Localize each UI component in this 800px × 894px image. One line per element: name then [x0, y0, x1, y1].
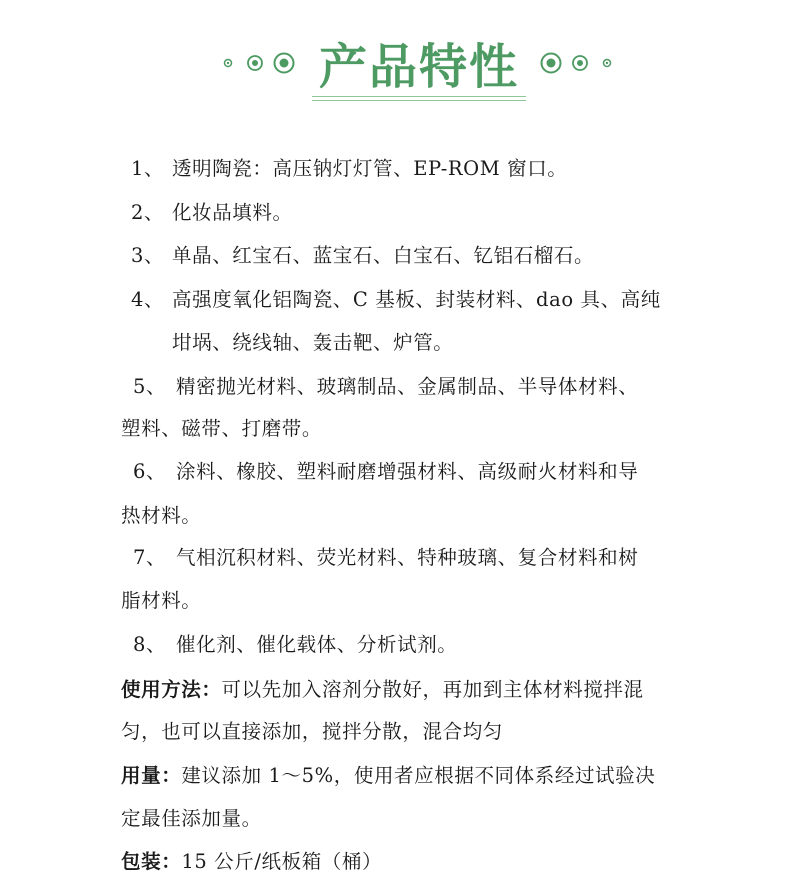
list-item-text: 单晶、红宝石、蓝宝石、白宝石、钇铝石榴石。	[172, 244, 595, 267]
list-item-number: 5、	[133, 375, 167, 398]
list-item-text: 化妆品填料。	[172, 201, 293, 224]
list-item-text-continued: 脂材料。	[121, 589, 202, 612]
page-title: 产品特性	[318, 39, 519, 95]
list-item-text: 透明陶瓷：高压钠灯灯管、EP-ROM 窗口。	[172, 157, 568, 180]
dosage-text-continued: 定最佳添加量。	[121, 807, 262, 830]
list-item-number: 3、	[131, 244, 165, 267]
list-item-text: 高强度氧化铝陶瓷、C 基板、封装材料、dao 具、高纯	[172, 288, 661, 311]
list-item-number: 2、	[131, 201, 165, 224]
list-item-text: 催化剂、催化载体、分析试剂。	[176, 633, 458, 656]
list-item-text-continued: 塑料、磁带、打磨带。	[121, 417, 323, 440]
dosage-text: 建议添加 1～5%，使用者应根据不同体系经过试验决	[181, 764, 656, 787]
list-item-text: 涂料、橡胶、塑料耐磨增强材料、高级耐火材料和导	[176, 460, 639, 483]
usage-label: 使用方法：	[121, 678, 222, 701]
list-item-text: 精密抛光材料、玻璃制品、金属制品、半导体材料、	[176, 375, 639, 398]
packaging-line	[121, 849, 382, 875]
list-item-text-continued: 热材料。	[121, 504, 202, 527]
packaging-label: 包装：	[121, 850, 182, 873]
usage-text: 可以先加入溶剂分散好，再加到主体材料搅拌混	[221, 678, 644, 701]
list-item-number: 8、	[133, 633, 167, 656]
list-item-text: 气相沉积材料、荧光材料、特种玻璃、复合材料和树	[176, 546, 639, 569]
packaging-text: 15 公斤/纸板箱（桶）	[181, 850, 383, 873]
dosage-label: 用量：	[121, 764, 182, 787]
usage-text-continued: 匀，也可以直接添加，搅拌分散，混合均匀	[121, 720, 503, 743]
dosage-line	[121, 763, 655, 789]
list-item-number: 4、	[131, 288, 165, 311]
list-item-number: 6、	[133, 460, 167, 483]
list-item-text-continued: 坩埚、绕线轴、轰击靶、炉管。	[172, 331, 454, 354]
usage-line	[121, 677, 644, 703]
list-item-number: 7、	[133, 546, 167, 569]
list-item-number: 1、	[131, 157, 165, 180]
